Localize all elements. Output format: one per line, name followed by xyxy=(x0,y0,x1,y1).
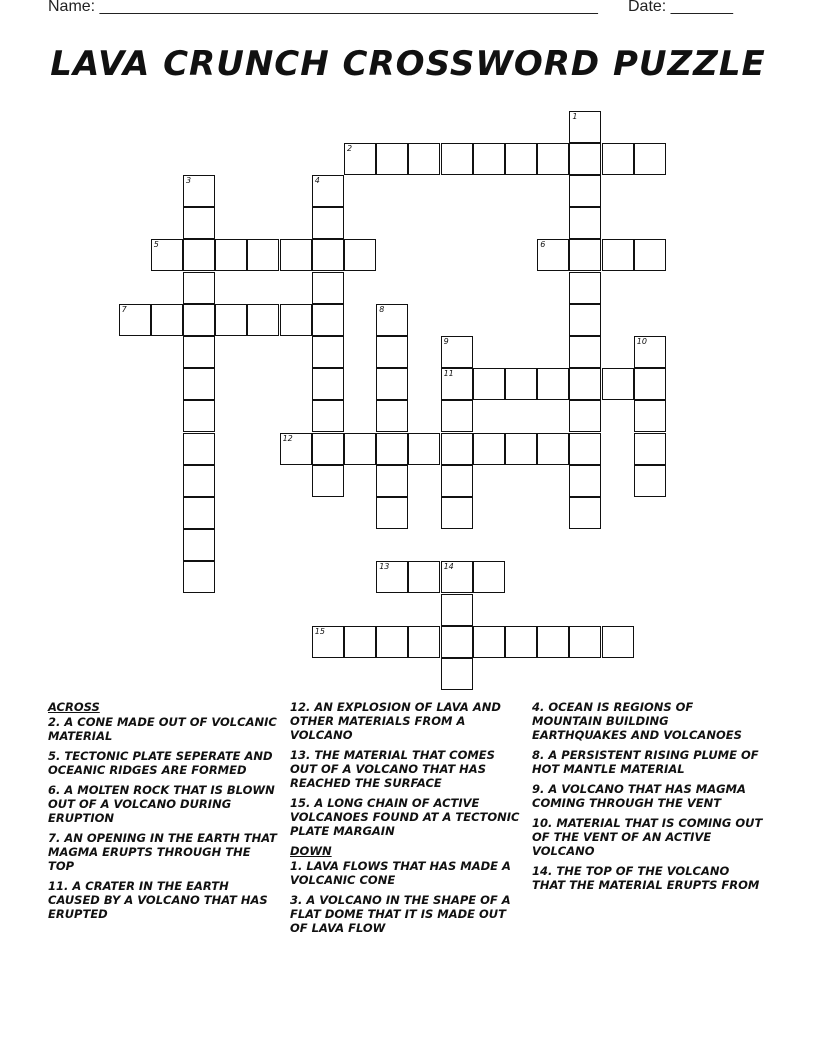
clue-text: 1. LAVA FLOWS THAT HAS MADE A VOLCANIC CONE xyxy=(290,859,511,887)
grid-cell[interactable] xyxy=(183,239,215,271)
clue-column-3 xyxy=(532,700,764,898)
grid-cell[interactable] xyxy=(119,304,151,336)
grid-cell[interactable] xyxy=(376,465,408,497)
clue-text: 9. A VOLCANO THAT HAS MAGMA COMING THROUGH THE VENT xyxy=(532,782,746,810)
grid-cell[interactable] xyxy=(569,465,601,497)
grid-cell[interactable] xyxy=(376,561,408,593)
grid-cell[interactable] xyxy=(312,626,344,658)
grid-cell[interactable] xyxy=(537,143,569,175)
grid-cell[interactable] xyxy=(473,433,505,465)
clue-column-1 xyxy=(48,700,280,927)
clue-text: 8. A PERSISTENT RISING PLUME OF HOT MANTLE MATERIAL xyxy=(532,748,759,776)
grid-cell[interactable] xyxy=(183,175,215,207)
grid-cell[interactable] xyxy=(537,368,569,400)
grid-cell[interactable] xyxy=(602,368,634,400)
grid-cell[interactable] xyxy=(505,368,537,400)
grid-cell[interactable] xyxy=(312,239,344,271)
grid-cell[interactable] xyxy=(441,594,473,626)
grid-cell[interactable] xyxy=(183,497,215,529)
grid-cell[interactable] xyxy=(408,433,440,465)
grid-cell[interactable] xyxy=(376,368,408,400)
grid-cell[interactable] xyxy=(441,561,473,593)
grid-cell[interactable] xyxy=(183,433,215,465)
grid-cell[interactable] xyxy=(569,111,601,143)
clue-text: 2. A CONE MADE OUT OF VOLCANIC MATERIAL xyxy=(48,715,277,743)
grid-cell[interactable] xyxy=(569,400,601,432)
grid-cell[interactable] xyxy=(537,239,569,271)
clue-number: 4 xyxy=(314,176,320,185)
clue-text: 6. A MOLTEN ROCK THAT IS BLOWN OUT OF A VOLCANO DURING ERUPTION xyxy=(48,783,275,825)
grid-cell[interactable] xyxy=(602,143,634,175)
grid-cell[interactable] xyxy=(344,433,376,465)
clue-number: 9 xyxy=(443,337,449,346)
grid-cell[interactable] xyxy=(376,143,408,175)
section-heading: DOWN xyxy=(290,844,332,858)
clue-text: 12. AN EXPLOSION OF LAVA AND OTHER MATERIALS FROM A VOLCANO xyxy=(290,700,501,742)
clue-text: 13. THE MATERIAL THAT COMES OUT OF A VOLCANO THAT HAS REACHED THE SURFACE xyxy=(290,748,495,790)
grid-cell[interactable] xyxy=(441,658,473,690)
grid-cell[interactable] xyxy=(505,433,537,465)
grid-cell[interactable] xyxy=(569,433,601,465)
grid-cell[interactable] xyxy=(408,143,440,175)
grid-cell[interactable] xyxy=(183,400,215,432)
clue-number: 2 xyxy=(347,143,353,153)
grid-cell[interactable] xyxy=(183,304,215,336)
grid-cell[interactable] xyxy=(183,529,215,561)
grid-cell[interactable] xyxy=(376,433,408,465)
clue-text: 3. A VOLCANO IN THE SHAPE OF A FLAT DOME THAT IT IS MADE OUT OF LAVA FLOW xyxy=(290,893,511,935)
grid-cell[interactable] xyxy=(408,561,440,593)
grid-cell[interactable] xyxy=(183,207,215,239)
grid-cell[interactable] xyxy=(473,626,505,658)
grid-cell[interactable] xyxy=(441,433,473,465)
clue-number: 14 xyxy=(443,562,454,572)
clue-number: 5 xyxy=(153,240,159,250)
grid-cell[interactable] xyxy=(441,400,473,432)
grid-cell[interactable] xyxy=(280,304,312,336)
clue-text: 14. THE TOP OF THE VOLCANO THAT THE MATERIAL ERUPTS FROM xyxy=(532,864,760,892)
grid-cell[interactable] xyxy=(473,368,505,400)
grid-cell[interactable] xyxy=(312,304,344,336)
grid-cell[interactable] xyxy=(344,143,376,175)
date-label: Date: _______ xyxy=(628,0,733,15)
clue-text: 11. A CRATER IN THE EARTH CAUSED BY A VOLCANO THAT HAS ERUPTED xyxy=(48,879,268,921)
grid-cell[interactable] xyxy=(602,239,634,271)
clue-number: 7 xyxy=(121,304,127,314)
grid-cell[interactable] xyxy=(344,239,376,271)
grid-cell[interactable] xyxy=(408,626,440,658)
clue-number: 3 xyxy=(186,176,192,185)
grid-cell[interactable] xyxy=(247,304,279,336)
clue-number: 11 xyxy=(443,369,454,379)
grid-cell[interactable] xyxy=(569,304,601,336)
grid-cell[interactable] xyxy=(376,497,408,529)
grid-cell[interactable] xyxy=(312,400,344,432)
grid-cell[interactable] xyxy=(505,143,537,175)
grid-cell[interactable] xyxy=(569,272,601,304)
grid-cell[interactable] xyxy=(634,336,666,368)
clue-text: 15. A LONG CHAIN OF ACTIVE VOLCANOES FOUND AT A TECTONIC PLATE MARGAIN xyxy=(290,796,520,838)
grid-cell[interactable] xyxy=(441,626,473,658)
clue-number: 1 xyxy=(572,111,578,121)
grid-cell[interactable] xyxy=(441,465,473,497)
grid-cell[interactable] xyxy=(569,626,601,658)
grid-cell[interactable] xyxy=(473,143,505,175)
clue-column-2 xyxy=(290,700,522,941)
grid-cell[interactable] xyxy=(505,626,537,658)
clue-number: 10 xyxy=(636,337,647,346)
puzzle-title: LAVA CRUNCH CROSSWORD PUZZLE xyxy=(50,44,766,84)
grid-cell[interactable] xyxy=(215,239,247,271)
grid-cell[interactable] xyxy=(280,433,312,465)
grid-cell[interactable] xyxy=(537,626,569,658)
grid-cell[interactable] xyxy=(569,336,601,368)
grid-cell[interactable] xyxy=(215,304,247,336)
grid-cell[interactable] xyxy=(441,497,473,529)
grid-cell[interactable] xyxy=(151,239,183,271)
grid-cell[interactable] xyxy=(280,239,312,271)
grid-cell[interactable] xyxy=(569,207,601,239)
grid-cell[interactable] xyxy=(312,207,344,239)
grid-cell[interactable] xyxy=(183,561,215,593)
grid-cell[interactable] xyxy=(151,304,183,336)
grid-cell[interactable] xyxy=(247,239,279,271)
grid-cell[interactable] xyxy=(376,336,408,368)
grid-cell[interactable] xyxy=(183,465,215,497)
name-label: Name: ________________________________________________________ xyxy=(48,0,598,15)
clue-number: 12 xyxy=(282,433,293,443)
grid-cell[interactable] xyxy=(183,336,215,368)
grid-cell[interactable] xyxy=(183,272,215,304)
clue-number: 6 xyxy=(540,240,546,250)
grid-cell[interactable] xyxy=(569,368,601,400)
grid-cell[interactable] xyxy=(312,175,344,207)
grid-cell[interactable] xyxy=(634,400,666,432)
grid-cell[interactable] xyxy=(312,433,344,465)
grid-cell[interactable] xyxy=(634,465,666,497)
grid-cell[interactable] xyxy=(376,400,408,432)
grid-cell[interactable] xyxy=(634,433,666,465)
grid-cell[interactable] xyxy=(441,336,473,368)
grid-cell[interactable] xyxy=(569,239,601,271)
grid-cell[interactable] xyxy=(602,626,634,658)
grid-cell[interactable] xyxy=(441,143,473,175)
grid-cell[interactable] xyxy=(634,143,666,175)
clue-text: 7. AN OPENING IN THE EARTH THAT MAGMA ERUPTS THROUGH THE TOP xyxy=(48,831,277,873)
grid-cell[interactable] xyxy=(183,368,215,400)
clue-number: 15 xyxy=(314,626,325,636)
grid-cell[interactable] xyxy=(473,561,505,593)
grid-cell[interactable] xyxy=(441,368,473,400)
grid-cell[interactable] xyxy=(376,304,408,336)
grid-cell[interactable] xyxy=(537,433,569,465)
grid-cell[interactable] xyxy=(569,175,601,207)
grid-cell[interactable] xyxy=(634,368,666,400)
grid-cell[interactable] xyxy=(634,239,666,271)
grid-cell[interactable] xyxy=(312,336,344,368)
clue-text: 4. OCEAN IS REGIONS OF MOUNTAIN BUILDING EARTHQUAKES AND VOLCANOES xyxy=(532,700,742,742)
grid-cell[interactable] xyxy=(312,272,344,304)
clue-number: 13 xyxy=(379,562,390,572)
clue-text: 10. MATERIAL THAT IS COMING OUT OF THE VENT OF AN ACTIVE VOLCANO xyxy=(532,816,763,858)
clue-text: 5. TECTONIC PLATE SEPERATE AND OCEANIC RIDGES ARE FORMED xyxy=(48,749,273,777)
grid-cell[interactable] xyxy=(344,626,376,658)
grid-cell[interactable] xyxy=(376,626,408,658)
clue-number: 8 xyxy=(379,304,385,314)
grid-cell[interactable] xyxy=(569,143,601,175)
grid-cell[interactable] xyxy=(569,497,601,529)
grid-cell[interactable] xyxy=(312,368,344,400)
grid-cell[interactable] xyxy=(312,465,344,497)
section-heading: ACROSS xyxy=(48,700,100,714)
